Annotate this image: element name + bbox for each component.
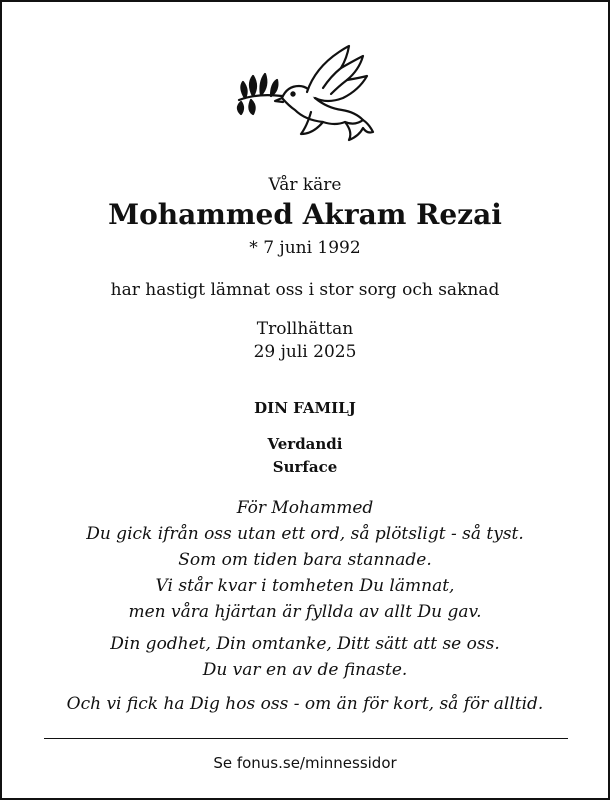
poem-line: Din godhet, Din omtanke, Ditt sätt att se oss.: [110, 634, 500, 654]
family-member: Surface: [272, 458, 338, 476]
place-of-death: Trollhättan: [256, 319, 354, 339]
poem-line: För Mohammed: [236, 498, 374, 518]
family-heading: DIN FAMILJ: [254, 399, 356, 417]
dove-with-olive-branch-icon: [227, 38, 387, 148]
deceased-name: Mohammed Akram Rezai: [108, 198, 502, 231]
family-member: Verdandi: [267, 435, 343, 453]
intro-text: Vår käre: [268, 175, 342, 195]
poem-line: Du var en av de finaste.: [202, 660, 408, 680]
footer-divider: [44, 738, 568, 739]
death-date: 29 juli 2025: [253, 342, 357, 362]
poem-line: Som om tiden bara stannade.: [178, 550, 432, 570]
memorial-page-link[interactable]: Se fonus.se/minnessidor: [213, 754, 397, 772]
poem-line: Vi står kvar i tomheten Du lämnat,: [155, 576, 455, 596]
announcement-message: har hastigt lämnat oss i stor sorg och saknad: [110, 280, 500, 300]
poem-line: Du gick ifrån oss utan ett ord, så plötsligt - så tyst.: [86, 524, 524, 544]
birth-date: * 7 juni 1992: [249, 238, 361, 258]
poem-line: Och vi fick ha Dig hos oss - om än för kort, så för alltid.: [66, 694, 544, 714]
poem-line: men våra hjärtan är fyllda av allt Du gav.: [128, 602, 482, 622]
